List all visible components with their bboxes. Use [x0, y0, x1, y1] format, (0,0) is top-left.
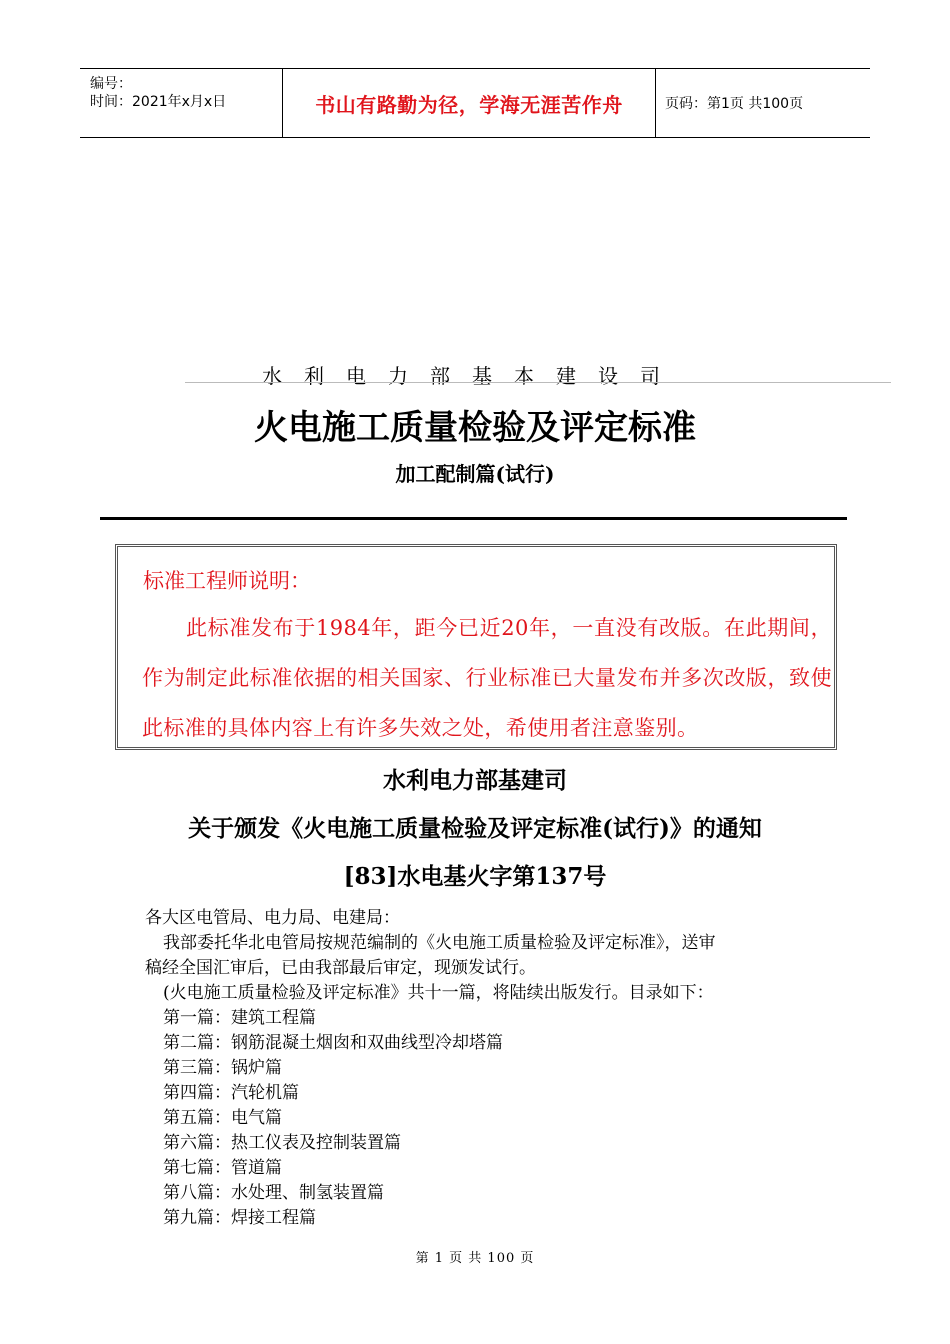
notice-issuer: 水利电力部基建司 — [383, 767, 567, 794]
chapter-item: 第五篇：电气篇 — [163, 1108, 282, 1128]
notice-number: [83]水电基火字第137号 — [343, 863, 607, 890]
page-footer: 第 1 页 共 100 页 — [415, 1251, 535, 1266]
chapter-item: 第二篇：钢筋混凝土烟囱和双曲线型冷却塔篇 — [163, 1033, 503, 1053]
title-divider — [100, 517, 847, 520]
serial-label: 编号： — [90, 76, 132, 92]
document-subtitle: 加工配制篇(试行) — [395, 462, 555, 486]
engineer-note-box — [115, 544, 837, 750]
chapter-item: 第七篇：管道篇 — [163, 1158, 282, 1178]
notice-para1-line1: 我部委托华北电管局按规范编制的《火电施工质量检验及评定标准》，送审 — [163, 933, 716, 953]
header-left-cell — [80, 69, 282, 137]
time-label: 时间：2021年x月x日 — [90, 94, 227, 110]
chapter-item: 第一篇：建筑工程篇 — [163, 1008, 316, 1028]
chapter-item: 第四篇：汽轮机篇 — [163, 1083, 299, 1103]
chapter-item: 第三篇：锅炉篇 — [163, 1058, 282, 1078]
note-heading: 标准工程师说明： — [143, 569, 311, 593]
header-page-cell — [655, 69, 870, 137]
chapter-item: 第六篇：热工仪表及控制装置篇 — [163, 1133, 401, 1153]
note-body: 此标准发布于1984年，距今已近20年，一直没有改版。在此期间，作为制定此标准依据的相关国家、行业标准已大量发布并多次改版，致使此标准的具体内容上有许多失效之处，希使用者注意鉴别。 — [142, 616, 832, 740]
notice-title: 关于颁发《火电施工质量检验及评定标准(试行)》的通知 — [188, 815, 762, 842]
notice-para2: (火电施工质量检验及评定标准》共十一篇，将陆续出版发行。目录如下： — [163, 983, 714, 1003]
header-table — [80, 68, 870, 138]
notice-para1-line2: 稿经全国汇审后，已由我部最后审定，现颁发试行。 — [145, 958, 536, 978]
organization-name: 水利电力部基本建设司 — [262, 364, 682, 388]
header-motto-cell — [282, 69, 656, 137]
document-title: 火电施工质量检验及评定标准 — [254, 408, 696, 448]
organization-underline — [185, 382, 891, 383]
notice-salutation: 各大区电管局、电力局、电建局： — [145, 908, 400, 928]
chapter-item: 第八篇：水处理、制氢装置篇 — [163, 1183, 384, 1203]
motto: 书山有路勤为径，学海无涯苦作舟 — [315, 92, 623, 117]
chapter-item: 第九篇：焊接工程篇 — [163, 1208, 316, 1228]
page-info: 页码：第1页 共100页 — [665, 96, 804, 112]
